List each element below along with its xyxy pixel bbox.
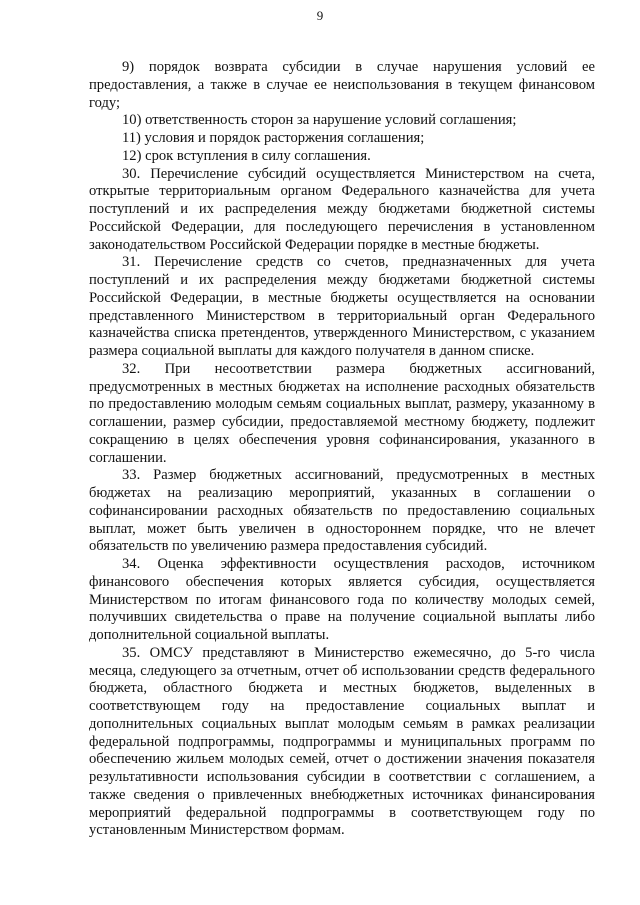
paragraph-35: 35. ОМСУ представляют в Министерство ежемесячно, до 5-го числа месяца, следующего за отчетным, отчет об использовании средств федерального бюджета, областного бюджета и местных бюджетов, выделенных в соответствующем году на предоставление социальных выплат и дополнительных социальных выплат молодым семьям в рамках реализации федеральной подпрограммы, подпрограммы и муниципальных программ по обеспечению жильем молодых семей, отчет о достижении значения показателя результативности использования субсидии в соответствии с соглашением, а также сведения о привлеченных внебюджетных источниках финансирования мероприятий федеральной подпрограммы в соответствующем году по установленным Министерством формам. xyxy=(89,644,595,839)
paragraph-31: 31. Перечисление средств со счетов, предназначенных для учета поступлений и их распределения между бюджетами бюджетной системы Российской Федерации, в местные бюджеты осуществляется на основании представленного Министерством в территориальный орган Федерального казначейства списка претендентов, утвержденного Министерством, с указанием размера социальной выплаты для каждого получателя в данном списке. xyxy=(89,254,595,359)
paragraph-32: 32. При несоответствии размера бюджетных ассигнований, предусмотренных в местных бюджетах на исполнение расходных обязательств по предоставлению молодым семьям социальных выплат, размеру, указанному в соглашении, размер субсидии, предоставляемой местному бюджету, подлежит сокращению в целях обеспечения уровня софинансирования, указанного в соглашении. xyxy=(89,360,595,466)
paragraph-30: 30. Перечисление субсидий осуществляется Министерством на счета, открытые территориальным органом Федерального казначейства для учета поступлений и их распределения между бюджетами бюджетной системы Российской Федерации, для последующего перечисления в установленном законодательством Российской Федерации порядке в местные бюджеты. xyxy=(89,165,595,253)
page-number: 9 xyxy=(316,8,324,23)
paragraph-item-9: 9) порядок возврата субсидии в случае нарушения условий ее предоставления, а также в случае ее неиспользования в текущем финансовом году; xyxy=(89,59,595,111)
paragraph-item-11: 11) условия и порядок расторжения соглашения; xyxy=(122,130,425,146)
paragraph-34: 34. Оценка эффективности осуществления расходов, источником финансового обеспечения которых является субсидия, осуществляется Министерством по итогам финансового года по количеству молодых семей, получивших свидетельства о праве на получение социальной выплаты либо дополнительной социальной выплаты. xyxy=(89,556,595,643)
document-body xyxy=(89,59,595,840)
paragraph-item-10: 10) ответственность сторон за нарушение условий соглашения; xyxy=(122,112,517,129)
paragraph-33: 33. Размер бюджетных ассигнований, предусмотренных в местных бюджетах на реализацию мероприятий, указанных в соглашении о софинансировании расходных обязательств по предоставлению социальных выплат, может быть увеличен в одностороннем порядке, что не влечет обязательств по увеличению размера предоставления субсидий. xyxy=(89,467,595,555)
paragraph-item-12: 12) срок вступления в силу соглашения. xyxy=(122,147,371,164)
